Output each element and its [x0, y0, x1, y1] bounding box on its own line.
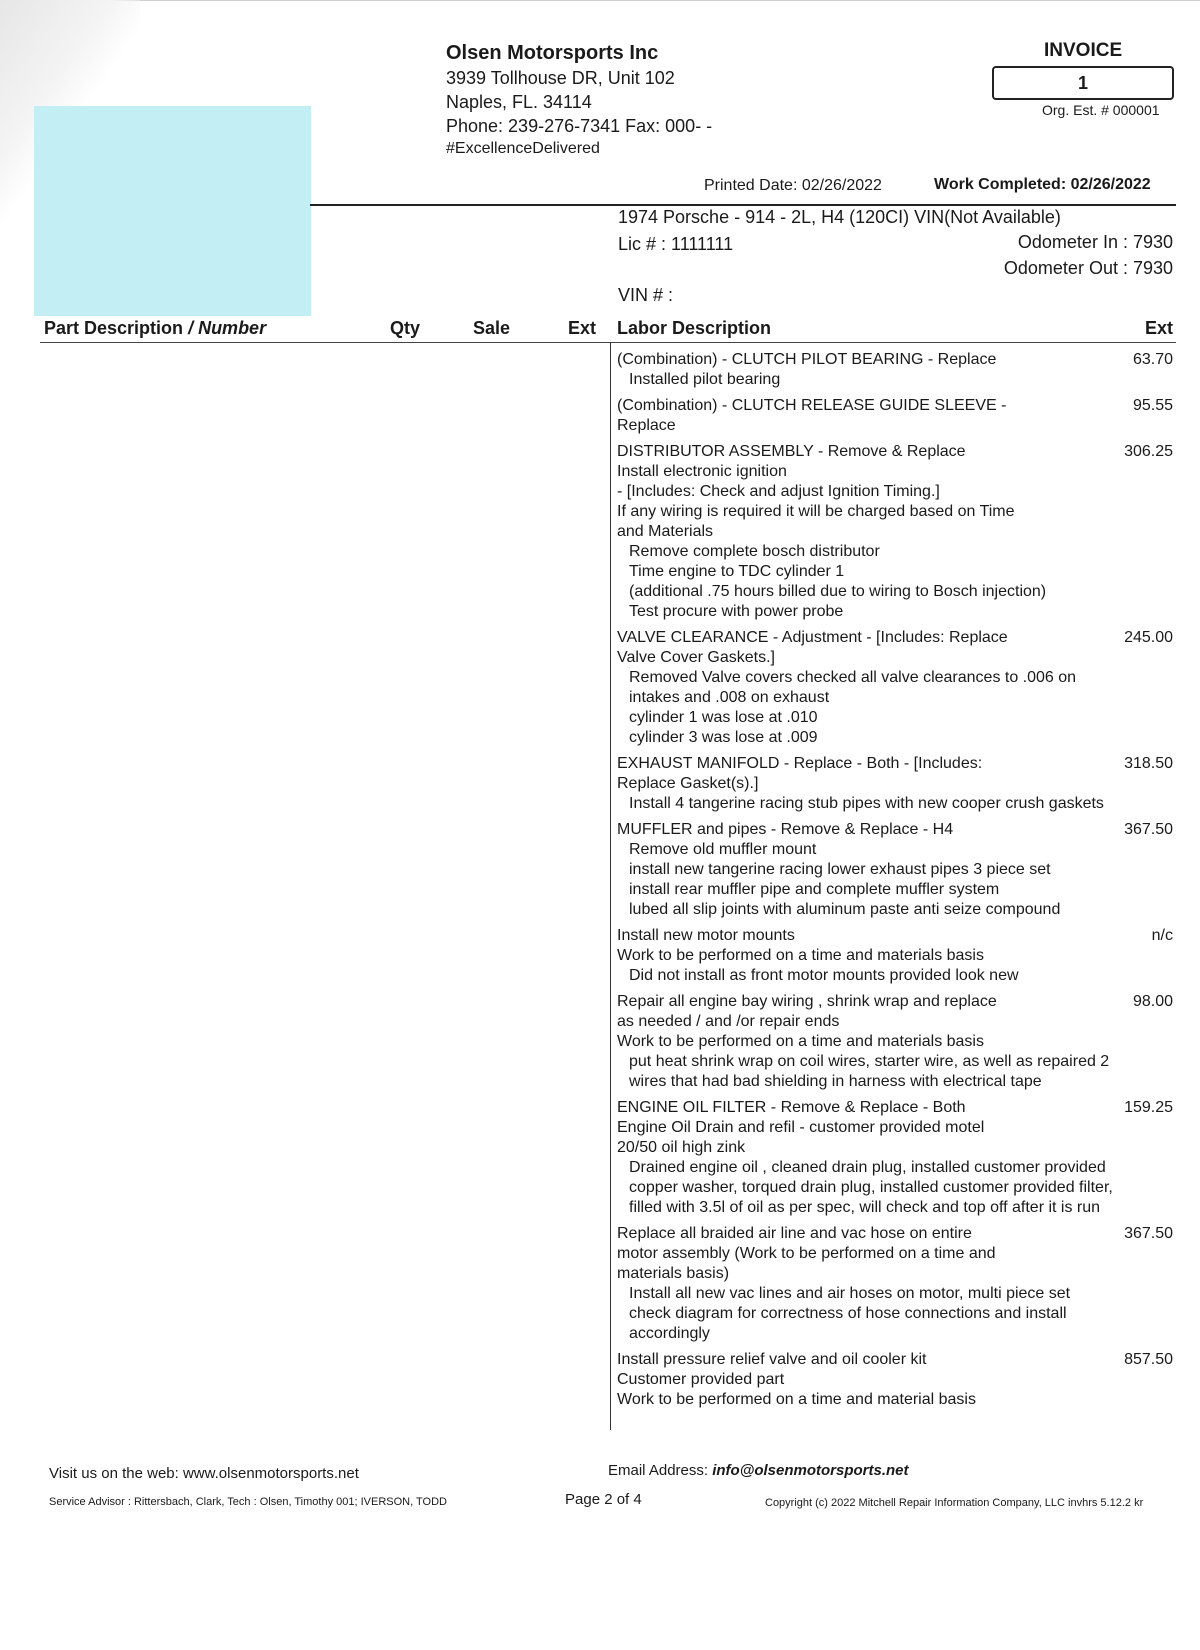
labor-note: Installed pilot bearing [629, 371, 781, 388]
labor-note: materials basis) [617, 1265, 730, 1282]
labor-amount: 63.70 [1132, 351, 1173, 368]
labor-note: Remove old muffler mount [629, 841, 817, 858]
labor-item [617, 992, 1173, 1092]
labor-note: 20/50 oil high zink [617, 1139, 746, 1156]
header-divider [310, 204, 1176, 206]
footer-web: Visit us on the web: www.olsenmotorsports.net [49, 1465, 359, 1482]
redaction-block [34, 106, 311, 316]
labor-note: (additional .75 hours billed due to wiring to Bosch injection) [629, 583, 1047, 600]
column-header-ext: Ext [568, 318, 597, 338]
service-advisor: Service Advisor : Rittersbach, Clark, Tech : Olsen, Timothy 001; IVERSON, TODD [49, 1496, 447, 1508]
labor-amount: 306.25 [1124, 443, 1173, 460]
labor-note: Install electronic ignition [617, 463, 787, 480]
labor-note: Work to be performed on a time and material basis [617, 1391, 976, 1408]
number-label: / Number [188, 318, 267, 338]
labor-title: Repair all engine bay wiring , shrink wrap and replace [617, 993, 997, 1010]
labor-title: EXHAUST MANIFOLD - Replace - Both - [Includes: [617, 755, 983, 772]
page-number: Page 2 of 4 [565, 1491, 642, 1508]
labor-note: Test procure with power probe [629, 603, 844, 620]
column-header-labor: Labor Description [617, 318, 772, 338]
labor-item [617, 350, 1173, 390]
labor-title: Install new motor mounts [617, 927, 795, 944]
labor-title: (Combination) - CLUTCH RELEASE GUIDE SLEEVE - [617, 397, 1007, 414]
labor-note: as needed / and /or repair ends [617, 1013, 840, 1030]
copyright: Copyright (c) 2022 Mitchell Repair Information Company, LLC invhrs 5.12.2 kr [765, 1497, 1144, 1509]
email-label: Email Address: [608, 1462, 709, 1479]
vin-number: VIN # : [618, 285, 674, 305]
labor-note: Removed Valve covers checked all valve clearances to .006 on [629, 669, 1077, 686]
column-header-qty: Qty [390, 318, 421, 338]
odometer-in: Odometer In : 7930 [1017, 232, 1173, 252]
labor-note: motor assembly (Work to be performed on a time and [617, 1245, 996, 1262]
labor-amount: n/c [1151, 927, 1173, 944]
labor-note: cylinder 1 was lose at .010 [629, 709, 818, 726]
work-completed: Work Completed: 02/26/2022 [934, 176, 1151, 193]
labor-title: (Combination) - CLUTCH PILOT BEARING - Replace [617, 351, 997, 368]
labor-note: check diagram for correctness of hose connections and install [629, 1305, 1067, 1322]
labor-item [617, 1350, 1173, 1410]
odometer-out: Odometer Out : 7930 [1003, 258, 1173, 278]
labor-amount: 857.50 [1124, 1351, 1173, 1368]
labor-title: Install pressure relief valve and oil cooler kit [617, 1351, 927, 1368]
labor-amount: 95.55 [1132, 397, 1173, 414]
labor-note: Did not install as front motor mounts provided look new [629, 967, 1019, 984]
column-header-labor-ext: Ext [1144, 318, 1173, 338]
labor-note: lubed all slip joints with aluminum paste anti seize compound [629, 901, 1061, 918]
labor-note: wires that had bad shielding in harness with electrical tape [629, 1073, 1042, 1090]
labor-note: put heat shrink wrap on coil wires, starter wire, as well as repaired 2 [629, 1053, 1110, 1070]
labor-note: - [Includes: Check and adjust Ignition Timing.] [617, 483, 940, 500]
printed-date: Printed Date: 02/26/2022 [704, 177, 882, 194]
org-estimate: Org. Est. # 000001 [1042, 102, 1160, 118]
labor-title: ENGINE OIL FILTER - Remove & Replace - Both [617, 1099, 966, 1116]
license-number: Lic # : 1111111 [618, 234, 734, 254]
labor-note: filled with 3.5l of oil as per spec, will check and top off after it is run [629, 1199, 1101, 1216]
footer-email [608, 1462, 909, 1479]
labor-list [617, 350, 1173, 1416]
vehicle-description: 1974 Porsche - 914 - 2L, H4 (120CI) VIN(Not Available) [618, 207, 1061, 227]
labor-title: DISTRIBUTOR ASSEMBLY - Remove & Replace [617, 443, 966, 460]
labor-amount: 318.50 [1124, 755, 1173, 772]
labor-note: Customer provided part [617, 1371, 785, 1388]
labor-item [617, 396, 1173, 436]
column-separator [610, 342, 611, 1430]
labor-amount: 98.00 [1132, 993, 1173, 1010]
labor-amount: 367.50 [1124, 821, 1173, 838]
labor-note: accordingly [629, 1325, 710, 1342]
part-label: Part Description [44, 318, 184, 338]
labor-title: Replace all braided air line and vac hose on entire [617, 1225, 972, 1242]
invoice-number: 1 [992, 66, 1174, 100]
labor-item [617, 820, 1173, 920]
labor-note: Install all new vac lines and air hoses on motor, multi piece set [629, 1285, 1071, 1302]
labor-note: copper washer, torqued drain plug, installed customer provided filter, [629, 1179, 1113, 1196]
labor-title: MUFFLER and pipes - Remove & Replace - H4 [617, 821, 954, 838]
shop-tagline: #ExcellenceDelivered [446, 140, 600, 157]
labor-item [617, 1224, 1173, 1344]
scan-edge [0, 0, 1200, 1]
labor-note: If any wiring is required it will be charged based on Time [617, 503, 1015, 520]
email-address: info@olsenmotorsports.net [712, 1462, 909, 1479]
labor-note: Drained engine oil , cleaned drain plug, installed customer provided [629, 1159, 1106, 1176]
labor-note: Time engine to TDC cylinder 1 [629, 563, 845, 580]
labor-note: Replace Gasket(s).] [617, 775, 759, 792]
labor-note: install new tangerine racing lower exhaust pipes 3 piece set [629, 861, 1051, 878]
labor-note: Work to be performed on a time and materials basis [617, 1033, 984, 1050]
labor-item [617, 1098, 1173, 1218]
labor-item [617, 754, 1173, 814]
labor-item [617, 442, 1173, 622]
column-header-part [44, 318, 266, 339]
shop-address-line2: Naples, FL. 34114 [446, 92, 592, 112]
shop-phone: Phone: 239-276-7341 Fax: 000- - [446, 116, 713, 136]
labor-note: Work to be performed on a time and materials basis [617, 947, 984, 964]
shop-name: Olsen Motorsports Inc [446, 42, 659, 64]
shop-address-line1: 3939 Tollhouse DR, Unit 102 [446, 68, 675, 88]
labor-amount: 245.00 [1124, 629, 1173, 646]
invoice-title: INVOICE [1044, 40, 1123, 61]
labor-note: Replace [617, 417, 676, 434]
labor-note: and Materials [617, 523, 714, 540]
column-header-sale: Sale [473, 318, 511, 338]
labor-note: intakes and .008 on exhaust [629, 689, 830, 706]
labor-amount: 159.25 [1124, 1099, 1173, 1116]
labor-note: Remove complete bosch distributor [629, 543, 880, 560]
labor-amount: 367.50 [1124, 1225, 1173, 1242]
labor-note: Valve Cover Gaskets.] [617, 649, 775, 666]
labor-note: Install 4 tangerine racing stub pipes with new cooper crush gaskets [629, 795, 1104, 812]
labor-item [617, 926, 1173, 986]
labor-note: Engine Oil Drain and refil - customer provided motel [617, 1119, 985, 1136]
labor-note: cylinder 3 was lose at .009 [629, 729, 818, 746]
column-header-divider [40, 342, 1176, 343]
labor-note: install rear muffler pipe and complete muffler system [629, 881, 1000, 898]
labor-title: VALVE CLEARANCE - Adjustment - [Includes: Replace [617, 629, 1008, 646]
labor-item [617, 628, 1173, 748]
